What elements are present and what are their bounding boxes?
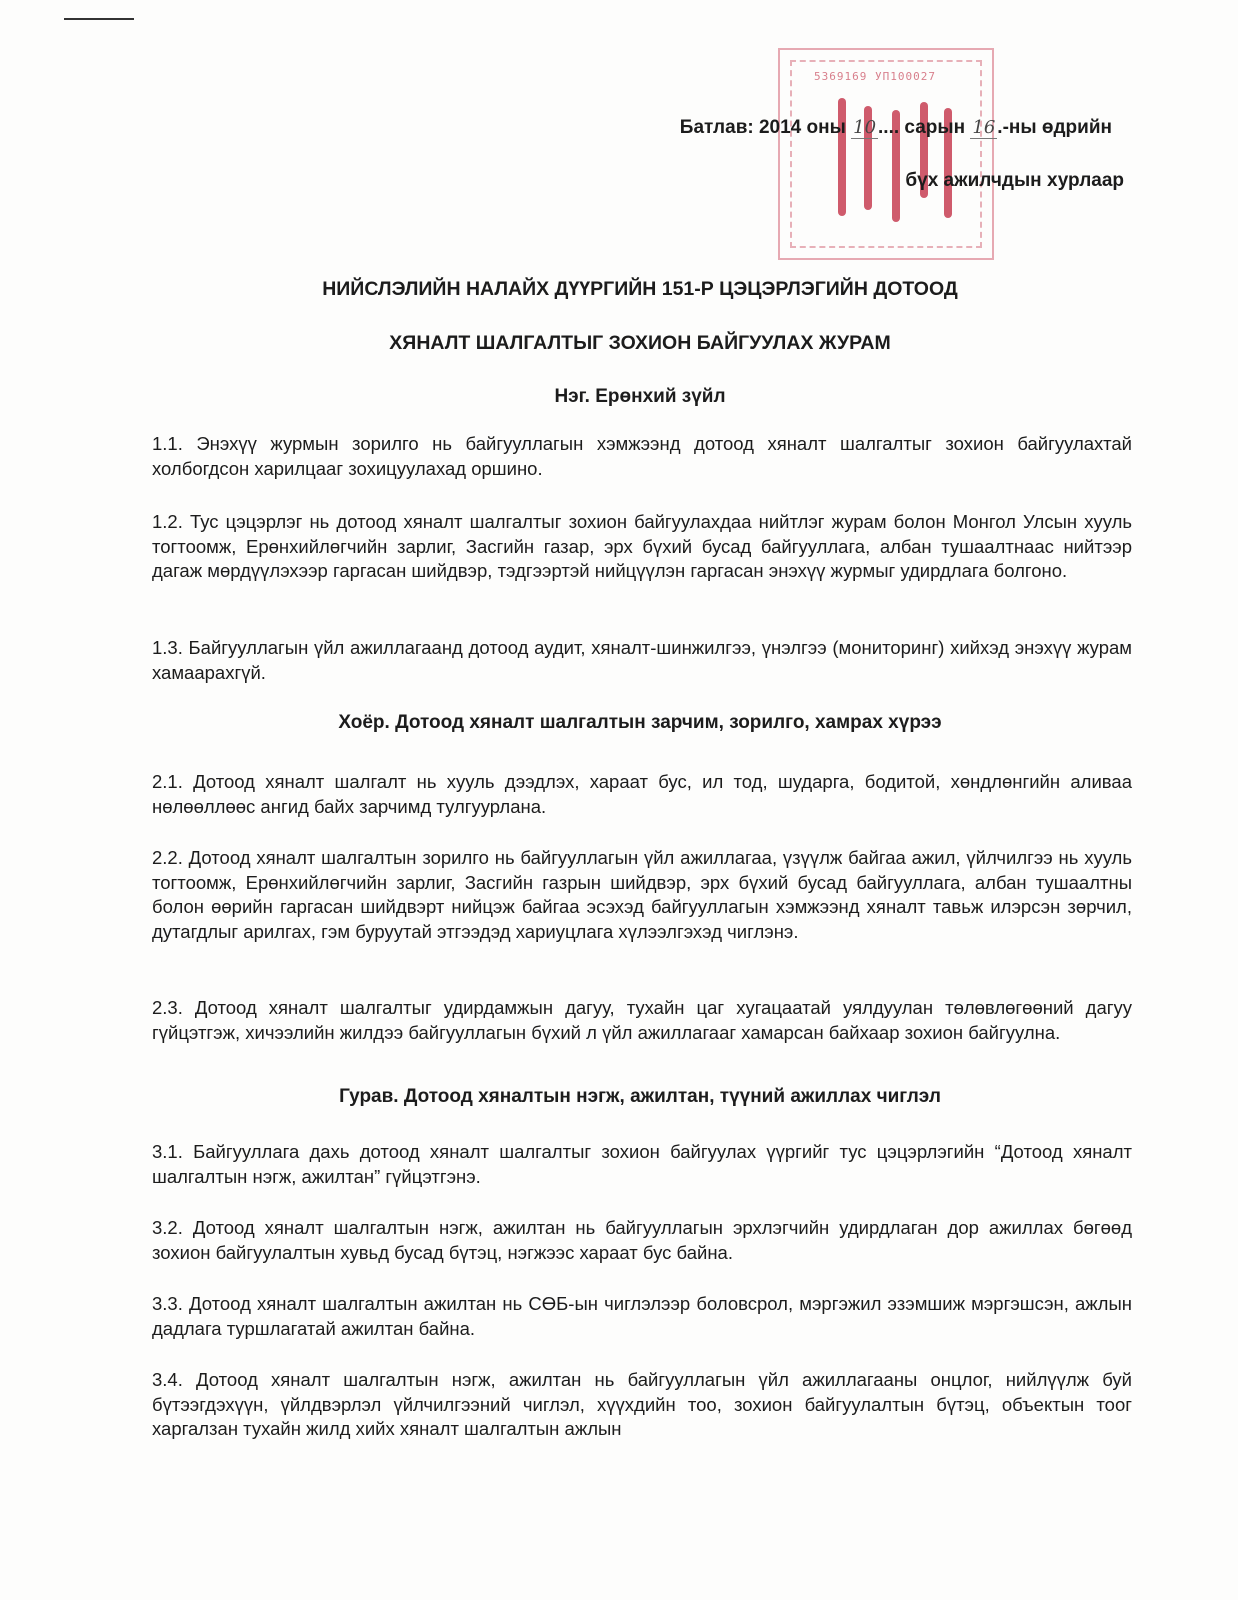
approval-line-1 (680, 118, 1112, 137)
document-title-line-2: ХЯНАЛТ ШАЛГАЛТЫГ ЗОХИОН БАЙГУУЛАХ ЖУРАМ (389, 332, 891, 354)
paragraph-3-1: 3.1. Байгууллага дахь дотоод хяналт шалгалтыг зохион байгуулах үүргийг тус цэцэрлэгийн “Дотоод хяналт шалгалтын нэгж, ажилтан” гүйцэтгэнэ. (152, 1141, 1132, 1187)
section-heading-2: Хоёр. Дотоод хяналт шалгалтын зарчим, зорилго, хамрах хүрээ (338, 712, 942, 733)
approval-day: 16 (972, 117, 996, 138)
paragraph-2-3: 2.3. Дотоод хяналт шалгалтыг удирдамжын дагуу, тухайн цаг хугацаатай уялдуулан төлөвлөгөөний дагуу гүйцэтгэж, хичээлийн жилдээ байгууллагын бүхий л үйл ажиллагааг хамарсан байхаар зохион байгуулна. (152, 997, 1132, 1043)
paragraph-1-3: 1.3. Байгууллагын үйл ажиллагаанд дотоод аудит, хяналт-шинжилгээ, үнэлгээ (мониторинг) хийхэд энэхүү журам хамаарахгүй. (152, 637, 1132, 683)
approval-block (679, 117, 1124, 191)
paragraph-3-3: 3.3. Дотоод хяналт шалгалтын ажилтан нь СӨБ-ын чиглэлээр боловсрол, мэргэжил эзэмшиж мэргэшсэн, ажлын дадлага туршлагатай ажилтан байна. (152, 1293, 1132, 1339)
section-heading-3: Гурав. Дотоод хяналтын нэгж, ажилтан, түүний ажиллах чиглэл (339, 1086, 941, 1107)
paragraph-1-1: 1.1. Энэхүү журмын зорилго нь байгууллагын хэмжээнд дотоод хяналт шалгалтыг зохион байгуулахтай холбогдсон харилцааг зохицуулахад оршино. (152, 433, 1132, 479)
stamp-code: 5369169 УП100027 (814, 70, 936, 83)
document-title-line-1: НИЙСЛЭЛИЙН НАЛАЙХ ДҮҮРГИЙН 151-Р ЦЭЦЭРЛЭГИЙН ДОТООД (322, 278, 958, 300)
approval-suffix: .-ны өдрийн (997, 117, 1112, 138)
paragraph-3-2: 3.2. Дотоод хяналт шалгалтын нэгж, ажилтан нь байгууллагын эрхлэгчийн удирдлаган дор ажиллах бөгөөд зохион байгуулалтын хувьд бусад бүтэц, нэгжээс хараат бус байна. (152, 1217, 1132, 1263)
paragraph-2-1: 2.1. Дотоод хяналт шалгалт нь хууль дээдлэх, хараат бус, ил тод, шударга, бодитой, хөндлөнгийн аливаа нөлөөллөөс ангид байх зарчимд тулгуурлана. (152, 771, 1132, 817)
paragraph-2-2: 2.2. Дотоод хяналт шалгалтын зорилго нь байгууллагын үйл ажиллагаа, үзүүлж байгаа ажил, үйлчилгээ нь хууль тогтоомж, Ерөнхийлөгчийн зарлиг, Засгийн газрын шийдвэр, эрх бүхий бусад байгууллага, албан тушаалтны болон өөрийн гаргасан шийдвэрт нийцэж байгаа эсэхэд байгууллагын хэмжээнд хяналт тавьж илэрсэн зөрчил, дутагдлыг арилгах, гэм буруутай этгээдэд хариуцлага хүлээлгэхэд чиглэнэ. (152, 847, 1132, 942)
approval-prefix: Батлав: 2014 оны (679, 117, 852, 138)
section-heading-1: Нэг. Ерөнхий зүйл (554, 386, 726, 407)
paragraph-1-2: 1.2. Тус цэцэрлэг нь дотоод хяналт шалгалтыг зохион байгуулахдаа нийтлэг журам болон Монгол Улсын хууль тогтоомж, Ерөнхийлөгчийн зарлиг, Засгийн газар, эрх бүхий бусад байгууллага, албан тушаалтнаас нийтээр дагаж мөрдүүлэхээр гаргасан шийдвэр, тэдгээртэй нийцүүлэн гаргасан энэхүү журмыг удирдлага болгоно. (152, 511, 1132, 582)
approval-middle: .... сарын (878, 117, 971, 138)
corner-mark (64, 18, 134, 20)
paragraph-3-4: 3.4. Дотоод хяналт шалгалтын нэгж, ажилтан нь байгууллагын үйл ажиллагааны онцлог, нийлүүлж буй бүтээгдэхүүн, үйлдвэрлэл үйлчилгээний чиглэл, хүүхдийн тоо, зохион байгуулалтын бүтэц, объектын тоог харгалзан тухайн жилд хийх хяналт шалгалтын ажлын (152, 1369, 1132, 1440)
approval-line-2: бүх ажилчдын хурлаар (905, 170, 1124, 191)
approval-month: 10 (853, 117, 877, 138)
